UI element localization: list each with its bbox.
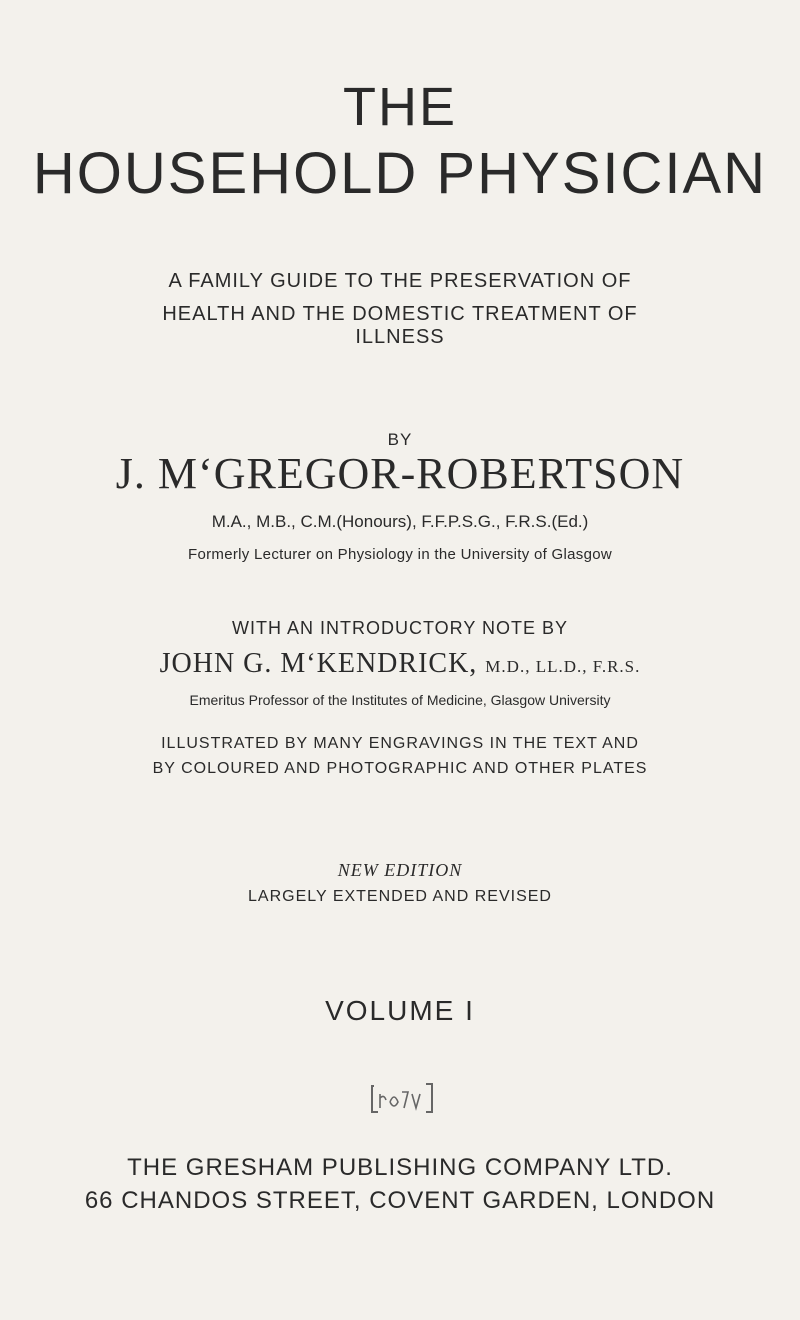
intro-label: WITH AN INTRODUCTORY NOTE BY <box>231 618 569 638</box>
intro-author <box>0 648 800 680</box>
publisher-name: THE GRESHAM PUBLISHING COMPANY LTD. <box>127 1154 673 1181</box>
edition-label: NEW EDITION <box>337 860 463 880</box>
author-position: Formerly Lecturer on Physiology in the University of Glasgow <box>188 546 612 563</box>
author-qualifications: M.A., M.B., C.M.(Honours), F.F.P.S.G., F.R.S.(Ed.) <box>211 512 589 531</box>
subtitle-line: A FAMILY GUIDE TO THE PRESERVATION OF <box>168 270 632 292</box>
subtitle-line: ILLNESS <box>355 326 445 348</box>
volume-label: VOLUME I <box>325 995 475 1026</box>
subtitle-line: HEALTH AND THE DOMESTIC TREATMENT OF <box>162 303 638 325</box>
intro-author-qualifications: M.D., LL.D., F.R.S. <box>485 657 641 676</box>
publisher-address: 66 CHANDOS STREET, COVENT GARDEN, LONDON <box>84 1187 716 1214</box>
library-stamp-mark <box>368 1080 438 1118</box>
title-article: THE <box>343 77 457 137</box>
illustrated-line: ILLUSTRATED BY MANY ENGRAVINGS IN THE TEXT AND <box>161 735 639 752</box>
illustrated-line: BY COLOURED AND PHOTOGRAPHIC AND OTHER PLATES <box>152 760 648 777</box>
by-label: BY <box>387 430 413 449</box>
book-title: HOUSEHOLD PHYSICIAN <box>32 141 768 206</box>
author-name: J. M‘GREGOR-ROBERTSON <box>115 449 685 498</box>
edition-note: LARGELY EXTENDED AND REVISED <box>248 888 552 905</box>
intro-author-name: JOHN G. M‘KENDRICK, <box>159 648 478 679</box>
intro-author-position: Emeritus Professor of the Institutes of Medicine, Glasgow University <box>189 692 611 708</box>
